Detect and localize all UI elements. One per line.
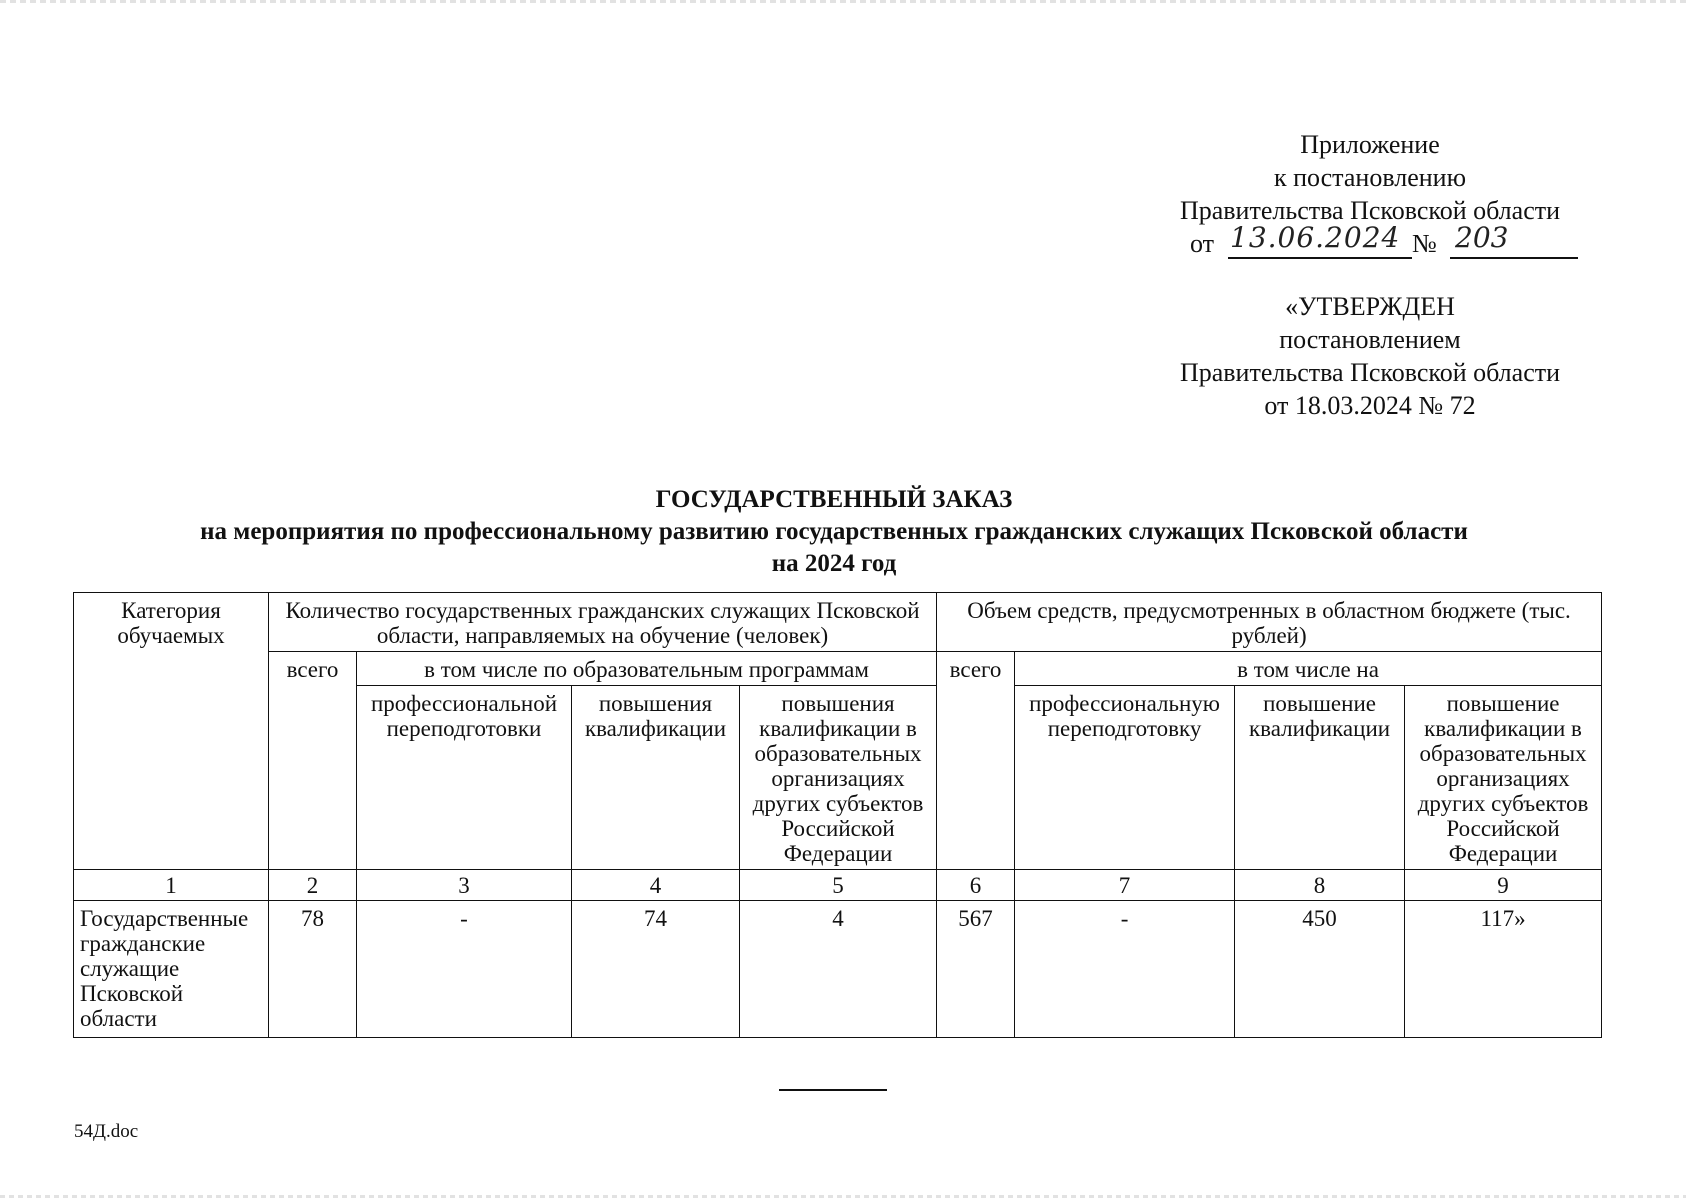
- state-order-table: [73, 592, 1602, 1038]
- handwritten-number: 203: [1455, 221, 1509, 254]
- row-count-total: 78: [269, 901, 357, 1038]
- header-budget-including: в том числе на: [1015, 652, 1602, 686]
- appendix-line-3: Правительства Псковской области: [1179, 196, 1561, 225]
- row-budget-qualification: 450: [1235, 901, 1405, 1038]
- title-line-2: на мероприятия по профессиональному развитию государственных гражданских служащих Псковской области: [200, 518, 1468, 545]
- header-budget-group: Объем средств, предусмотренных в областном бюджете (тыс. рублей): [937, 593, 1602, 652]
- header-count-group: Количество государственных гражданских служащих Псковской области, направляемых на обучение (человек): [269, 593, 937, 652]
- row-count-qualification: 74: [572, 901, 740, 1038]
- title-line-1: ГОСУДАРСТВЕННЫЙ ЗАКАЗ: [655, 486, 1013, 513]
- column-number: 8: [1235, 870, 1405, 901]
- scan-edge-top: [0, 0, 1686, 3]
- number-underline: [1450, 257, 1578, 259]
- header-budget-qualification: повышение квалификации: [1235, 686, 1405, 870]
- header-budget-total: всего: [937, 652, 1015, 870]
- column-number: 9: [1405, 870, 1602, 901]
- header-budget-retraining: профессиональную переподготовку: [1015, 686, 1235, 870]
- handwritten-date: 13.06.2024: [1230, 221, 1401, 254]
- header-count-including: в том числе по образовательным программам: [357, 652, 937, 686]
- header-count-qualification: повышения квалификации: [572, 686, 740, 870]
- approved-line-3: Правительства Псковской области: [1179, 358, 1561, 387]
- table-row: [74, 901, 1602, 1038]
- row-budget-retraining: -: [1015, 901, 1235, 1038]
- column-number: 5: [740, 870, 937, 901]
- column-number: 6: [937, 870, 1015, 901]
- end-divider-line: [779, 1089, 887, 1091]
- header-row-2: [74, 652, 1602, 686]
- row-budget-total: 567: [937, 901, 1015, 1038]
- column-number: 4: [572, 870, 740, 901]
- appendix-line-1: Приложение: [1300, 130, 1440, 159]
- approved-line-1: «УТВЕРЖДЕН: [1285, 292, 1455, 321]
- title-line-3: на 2024 год: [771, 550, 897, 577]
- appendix-line-2: к постановлению: [1273, 163, 1467, 192]
- header-count-retraining: профессиональной переподготовки: [357, 686, 572, 870]
- approved-line-2: постановлением: [1279, 325, 1461, 354]
- column-number: 3: [357, 870, 572, 901]
- appendix-block: [1140, 128, 1600, 268]
- number-sign: №: [1412, 229, 1437, 258]
- column-number: 7: [1015, 870, 1235, 901]
- row-category: Государственные гражданские служащие Псковской области: [74, 901, 269, 1038]
- header-budget-other-regions: повышение квалификации в образовательных организациях других субъектов Российской Федерации: [1405, 686, 1602, 870]
- column-number-row: [74, 870, 1602, 901]
- appendix-date-line: [1140, 221, 1600, 268]
- footer-file-name: 54Д.doc: [74, 1121, 139, 1142]
- approved-block: [1140, 290, 1600, 422]
- column-number: 1: [74, 870, 269, 901]
- date-underline: [1228, 257, 1412, 259]
- row-budget-other-regions: 117»: [1405, 901, 1602, 1038]
- document-title: [70, 484, 1598, 580]
- header-count-other-regions: повышения квалификации в образовательных организациях других субъектов Российской Федерации: [740, 686, 937, 870]
- header-category: Категория обучаемых: [74, 593, 269, 870]
- row-count-retraining: -: [357, 901, 572, 1038]
- approved-line-4: от 18.03.2024 № 72: [1264, 391, 1476, 420]
- scan-edge-bottom: [0, 1195, 1686, 1198]
- row-count-other-regions: 4: [740, 901, 937, 1038]
- header-row-1: [74, 593, 1602, 652]
- column-number: 2: [269, 870, 357, 901]
- date-prefix: от: [1190, 229, 1215, 258]
- header-count-total: всего: [269, 652, 357, 870]
